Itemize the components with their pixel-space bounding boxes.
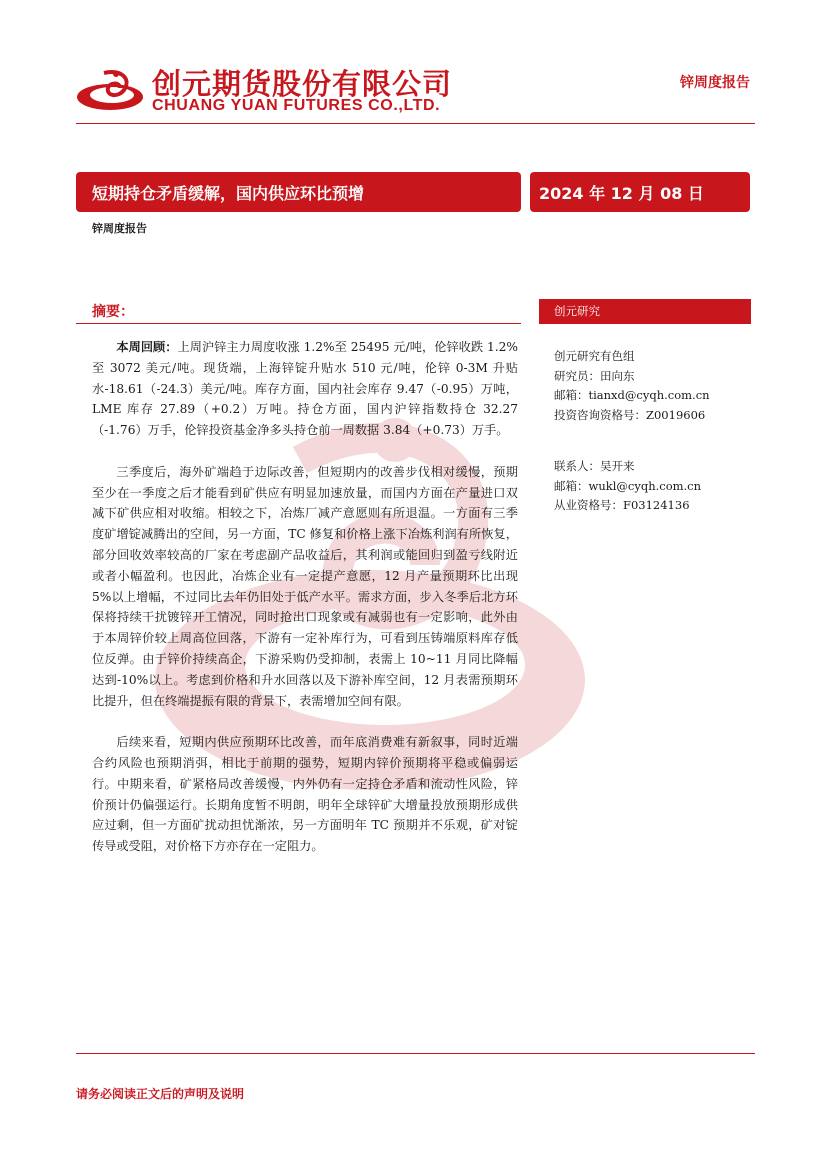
sidebar-heading: 创元研究 <box>554 304 600 318</box>
weekly-review-text: 上周沪锌主力周度收涨 1.2%至 25495 元/吨，伦锌收跌 1.2%至 3072 美元/吨。现货端，上海锌锭升贴水 510 元/吨，伦锌 0-3M 升贴水-18.61（-24.3）美元/吨。库存方面，国内社会库存 9.47（-0.95）万吨，LME 库存 27.89（+0.2）万吨。持仓方面，国内沪锌指数持仓 32.27（-1.76）万手，伦锌投资基金净多头持仓前一周数据 3.84（+0.73）万手。 <box>92 340 518 438</box>
company-logo-icon <box>76 70 148 114</box>
outlook-paragraph: 后续来看，短期内供应预期环比改善，而年底消费难有新叙事，同时近端合约风险也预期消弭，相比于前期的强势，短期内锌价预期将平稳或偏弱运行。中期来看，矿紧格局改善缓慢，内外仍有一定持仓矛盾和流动性风险，锌价预计仍偏强运行。长期角度暂不明朗，明年全球锌矿大增量投放预期形成供应过剩，但一方面矿扰动担忧渐浓，另一方面明年 TC 预期并不乐观，矿对锭传导或受阻，对价格下方亦存在一定阻力。 <box>92 735 518 854</box>
report-subtag: 锌周度报告 <box>92 222 147 235</box>
contact-email: 邮箱：wukl@cyqh.com.cn <box>554 478 702 493</box>
contact-license: 从业资格号：F03124136 <box>554 498 690 512</box>
contact-info <box>554 457 701 516</box>
supply-demand-paragraph: 三季度后，海外矿端趋于边际改善，但短期内的改善步伐相对缓慢，预期至少在一季度之后才能看到矿供应有明显加速放量，而国内方面在产量进口双减下矿供应相对收缩。相较之下，冶炼厂减产意愿则有所退温。一方面有三季度矿增锭减腾出的空间，另一方面，TC 修复和价格上涨下冶炼利润有所恢复，部分回收效率较高的厂家在考虑副产品收益后，其利润或能回归到盈亏线附近或者小幅盈利。也因此，冶炼企业有一定提产意愿，12 月产量预期环比出现 5%以上增幅，不过同比去年仍旧处于低产水平。需求方面，步入冬季后北方环保将持续干扰镀锌开工情况，同时抢出口现象或有减弱也有一定影响，此外由于本周锌价较上周高位回落，下游有一定补库行为，可看到压铸端原料库存低位反弹。由于锌价持续高企，下游采购仍受抑制，表需上 10~11 月同比降幅达到-10%以上。考虑到价格和升水回落以及下游补库空间，12 月表需预期环比提升，但在终端提振有限的背景下，表需增加空间有限。 <box>92 464 518 708</box>
weekly-review-label: 本周回顾： <box>116 340 178 354</box>
summary-divider <box>76 323 521 324</box>
research-group: 创元研究有色组 <box>554 349 635 363</box>
company-name-cn: 创元期货股份有限公司 <box>152 67 453 101</box>
researcher-license: 投资咨询资格号：Z0019606 <box>554 407 706 422</box>
company-name-en: CHUANG YUAN FUTURES CO.,LTD. <box>152 97 441 114</box>
summary-body <box>92 337 518 857</box>
weekly-review-paragraph <box>92 337 518 441</box>
contact-name: 联系人：吴开来 <box>554 459 635 473</box>
footer-divider <box>76 1053 755 1054</box>
report-title: 短期持仓矛盾缓解，国内供应环比预增 <box>92 184 365 203</box>
researcher-email: 邮箱：tianxd@cyqh.com.cn <box>554 388 710 402</box>
report-type-tag: 锌周度报告 <box>680 75 750 91</box>
footer-disclaimer: 请务必阅读正文后的声明及说明 <box>76 1087 245 1101</box>
analyst-info <box>554 347 710 425</box>
researcher-name: 研究员：田向东 <box>554 368 635 383</box>
header-divider <box>76 123 755 124</box>
summary-heading: 摘要： <box>92 304 134 320</box>
report-date: 2024 年 12 月 08 日 <box>539 184 704 203</box>
